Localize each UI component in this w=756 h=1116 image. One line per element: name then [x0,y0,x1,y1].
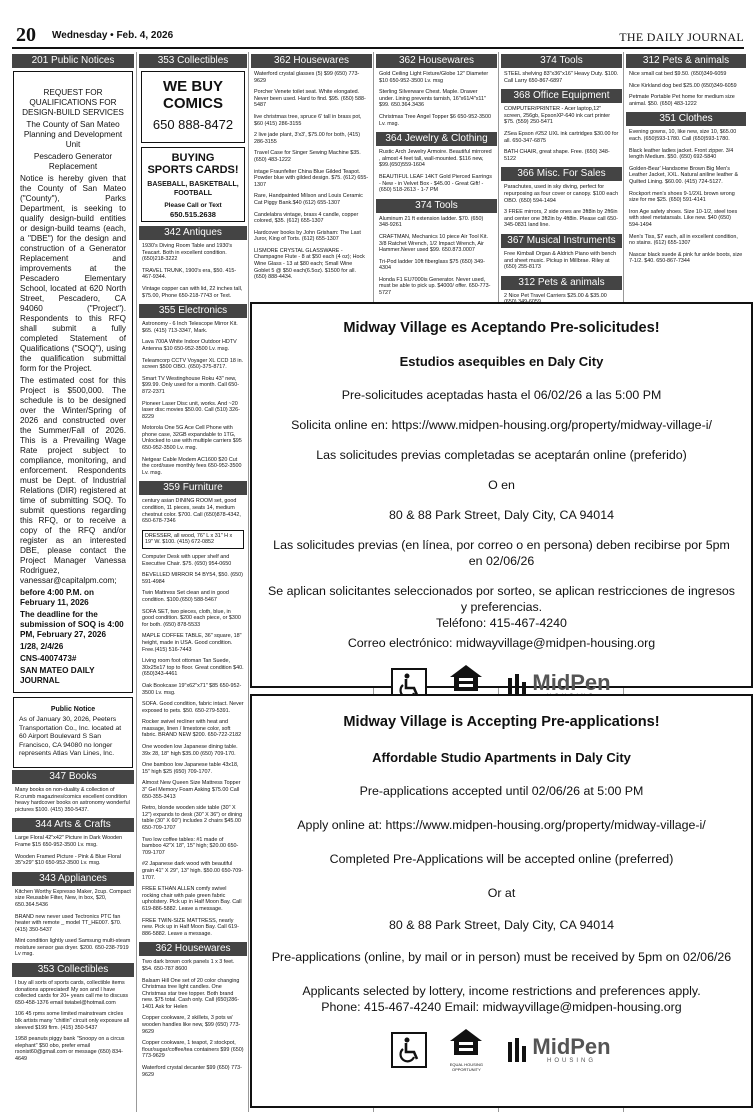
public-notice-title: Public Notice [50,706,96,713]
list-item: Two dark brown cork panels 1 x 3 feet. $54. 650-787 8600 [142,959,235,972]
list-item: Iron Age safety shoes. Size 10-1/2, steel toes with steel metatarsals. Like new. $40 (650) 594-1494 [629,208,738,228]
list-item: intage Fraunfelter China Blue Gilded Teapot. Powder blue with gilded design. $75. (612) 655-1307 [254,168,369,188]
ad-line: WE BUY [163,78,223,95]
list-item: FREE ETHAN ALLEN comfy swivel rocking chair with pale green fabric upholstery. Pick up in Half Moon Bay. Call 619-886-5882. Leave a message. [142,886,242,912]
sports-cards-ad [141,147,245,222]
list-item: Golden-Bear' Handsome Brown Big Men's Leather Jacket, XXL. Natural aniline leather & Quilted Lining. $60.00. (415) 724-5127. [629,165,739,185]
list-item: Balsam Hill One set of 20 color changing Christmas tree light candles. One Christmas star tree topper. Both brand new. $75 total. Cash only. Call (650)286-1401 Ask for Helen [142,977,240,1010]
accessibility-icon [392,1033,426,1067]
list-item: 3 FREE mirrors, 2 side ones are 3ft8in by 2ft6in and center one 3ft2in by 4ft8in. Please call 650-345-0831 land line. [504,209,618,229]
ad-line: Completed Pre-Applications will be accepted online (preferred) [329,852,674,866]
list-item: Waterford crystal decanter $99 (650) 773-9629 [142,1065,242,1078]
section-heading-353: 353 Collectibles [12,963,134,977]
section-heading-343: 343 Appliances [12,872,134,886]
list-item: century asian DINING ROOM set, good condition, 11 pieces, seats 14, medium chestnut color. $700. Call (650)878-4342, 650-678-7346 [142,498,241,525]
rfq-deadline-1: before 4:00 P.M. on February 11, 2026 [20,588,95,607]
ad-line: Or at [487,886,516,900]
section-heading-344: 344 Arts & Crafts [12,818,134,832]
ad-phone: 650 888-8472 [152,117,234,132]
ad-phone: 650.515.2638 [170,210,216,219]
list-item: Mint condition lightly used Samsung multi-steam moisture sensor gas dryer. $200. 650-238-7919 Lv msg. [15,938,131,958]
ad-address: 80 & 88 Park Street, Daly City, CA 94014 [389,918,614,932]
ad-line: Pre-solicitudes aceptadas hasta el 06/02/26 a las 5:00 PM [341,388,662,402]
list-item: I buy all sorts of sports cards, collectible items donations appreciated! My son and I have collected cards for 20+ years call me to discuss 650-458-1376 email twiabel@hotmail.com [15,980,129,1006]
midpen-name: MidPen [532,669,611,695]
list-item: Aluminum 21 ft extension ladder. $70. (650) 348-9261 [379,215,484,229]
list-item: Gold Ceiling Light Fixture/Globe 12" Diameter $10 650-952-3500 Lv. msg [379,71,489,84]
ad-title: Midway Village is Accepting Pre-applications! [343,714,660,730]
column-collectibles [139,52,247,1112]
ad-line: SPORTS CARDS! [147,164,239,176]
equal-housing-text: EQUAL HOUSING [449,1062,483,1067]
list-item: Wooden Framed Picture - Pink & Blue Floral 35"x29" $10 650-952-3500 Lv. msg. [15,853,121,867]
equal-housing-logo [446,1027,486,1072]
rfq-deadline-2: The deadline for the submission of SOQ is 4:00 PM, February 27, 2026 [20,610,124,639]
ad-email: Correo electrónico: midwayvillage@midpen-housing.org [347,636,656,650]
list-item: MAPLE COFFEE TABLE, 36" square, 18" height, made in USA. Good condition. Free.(415) 516-7443 [142,633,242,653]
list-item: Nice small cat bed $9.50. (650)349-6059 [629,71,727,77]
list-item: #2 Japanese dark wood with beautiful grain 41" X 29", 13" high. $50.00 650-709-1707. [142,861,244,881]
list-item: Christmas Tree Angel Topper $6 650-952-3500 Lv. msg. [379,113,491,127]
section-heading-201: 201 Public Notices [12,54,134,68]
public-notice-body: As of January 30, 2026, Peeters Transportation Co., Inc. located at 60 Airport Boulevard S San Francisco, CA 94080 no longer represents Atlas Van Lines, Inc. [19,716,122,758]
section-heading-374: 374 Tools [376,199,497,213]
section-heading-367: 367 Musical Instruments [501,234,622,248]
list-item: Tri-Pod ladder 10ft fiberglass $75 (650) 349-4304 [379,258,485,272]
column-public-notices [12,52,134,1112]
page-number: 20 [16,24,36,46]
list-item: Oak Bookcase 19"x62"x71" $85 650-952-3500 Lv. msg. [142,682,242,696]
section-heading-362b: 362 Housewares [139,942,247,956]
list-item: Nascar black suede & pink fur ankle boots, size 7-1/2. $40. 650-867-7344 [629,251,743,265]
section-heading-374b: 374 Tools [501,54,622,68]
logo-row [252,1027,751,1072]
ad-phone: Teléfono: 415-467-4240 [436,616,567,630]
list-item: 1930's Diving Room Table and 1930's Teacart. Both in excellent condition. (650)218-3222 [142,243,233,263]
list-item: BRAND new never used Tectronics PTC fan heater with remote _ model TT_HE007. $70. (415) 350-5437 [15,913,122,933]
rfq-journal: SAN MATEO DAILY JOURNAL [20,666,95,685]
list-item: Free Kimball Organ & Aldrich Piano with bench and sheet music. Pickup in Millbrae. Riley at (650) 255-8173 [504,250,617,271]
list-item: 106 45 rpms some limited mainstream circles blk artists many "chitlin" circuit only exposure all sleeved $199 firm. (415) 350-5437 [15,1011,130,1031]
column-tools [501,52,622,300]
public-notice-box [13,697,133,768]
ad-address: 80 & 88 Park Street, Daly City, CA 94014 [389,508,614,522]
list-item: Vintage copper can with lid, 22 inches tall, $75.00, Phone 650-218-7743 or Text. [142,285,243,299]
list-item: Pioneer Laser Disc unit, works. And ~20 laser disc movies $50.00. Call (510) 326-8229 [142,400,240,420]
ad-line: Pre-applications (online, by mail or in person) must be received by 5pm on 02/06/26 [271,950,732,964]
newspaper-name: THE DAILY JOURNAL [619,30,744,44]
list-item: Porcher Venete toilet seat. White elongated. Never been used. Hard to find. $95. (650) 588-5487 [254,89,366,109]
list-item: Astronomy - 6 Inch Telescope Mirror Kit. $65. (415) 713-3347, Mark. [142,321,238,334]
list-item: Computer Desk with upper shelf and Executive Chair. $75. (650) 954-0650 [142,554,232,567]
list-item: Sterling Silverware Chest. Maple. Drawer under. Lining prevents tarnish, 16"x61/4"x11" $99. 650.364.3436 [379,89,486,109]
section-heading-368: 368 Office Equipment [501,89,622,103]
list-item: Waterford crystal glasses (5) $99 (650) 773-9629 [254,71,360,84]
ad-line: Apply online at: https://www.midpen-housing.org/property/midway-village-i/ [297,818,706,832]
list-item: Netgear Cable Modem AC1600 $20 Cut the cord/save monthly fees 650-952-3500 Lv. msg. [142,456,242,476]
equal-housing-icon [446,1027,486,1057]
issue-date: Wednesday • Feb. 4, 2026 [52,30,174,41]
rfq-project: Pescadero Generator Replacement [33,152,113,171]
page-header [0,0,756,48]
midpen-logo [506,1033,611,1064]
list-item: Petmate Portable Pet home for medium size animal. $50. (650) 483-1222 [629,94,735,107]
section-heading-359: 359 Furniture [139,481,247,495]
list-item: 2 Nice Pet Travel Carriers $25.00 & $35.00 [504,292,607,299]
rfq-notice [13,71,133,693]
ad-line: Solicita online en: https://www.midpen-housing.org/property/midway-village-i/ [291,418,712,432]
list-item: Two low coffee tables: #1 made of bamboo 42"X 18", 15" high; $20.00 650-709-1707 [142,836,239,856]
ad-line: Se aplican solicitantes seleccionados por sorteo, se aplican restricciones de ingresos y preferencias. [268,584,735,614]
rfq-cns: CNS-4007473# [20,654,77,663]
list-item: Many books on non-duality & collection of R.crumb magazines/comics excellent condition heavy hardcover books on astronomy wonderful pictures $100. (415) 350-5437. [15,786,130,813]
section-heading-312: 312 Pets & animals [501,276,622,290]
list-item: FREE TWIN-SIZE MATTRESS, nearly new. Pick up in Half Moon Bay. Call 619-886-5882. Leave a message. [142,917,239,937]
list-item: BEAUTIFUL LEAF 14KT Gold Pierced Earrings - New - in Velvet Box - $45.00 - Great Gift! - (650) 518-2613 - 1-7 PM [379,173,492,194]
ad-line: Las solicitudes previas (en línea, por correo o en persona) deben recibirse por 5pm en 02/06/26 [273,538,730,568]
ad-line: Please Call or Text [164,202,222,209]
section-heading-366: 366 Misc. For Sales [501,167,622,181]
list-item: Kitchen Worthy Expresso Maker, 2cup. Compact size Reusable Filter, New, in box, $20, 650.364.5436 [15,888,131,908]
list-item: Black leather ladies jacket. Front zipper. 3/4 length Medium. $50. (650) 692-5840 [629,147,734,161]
section-heading-362c: 362 Housewares [376,54,497,68]
list-item: Living room foot ottoman Tan Suede, 30x25x17 top to floor. Great condition $40. (650)343-4461 [142,658,244,678]
list-item: Copper cookware, 1 teapot, 2 stockpot, flour/sugar/coffee/tea containers $99 (650) 773-9629 [142,1040,244,1060]
ad-line: BUYING [171,152,215,164]
list-item: Rocker swivel recliner with heat and massage, linen / limestone color, soft fabric. BRAND NEW $200. 650-722-2182 [142,719,242,739]
section-heading-364: 364 Jewelry & Clothing [376,132,497,146]
list-item: Almost New Queen Size Mattress Topper 3" Gel Memory Foam Asking $75.00 Call 650-355-3413 [142,780,241,800]
list-item: Rockport men's shoes 9-1/2XL brown wrong size for me $25. (650) 591-4141 [629,190,735,204]
ad-line: O en [488,478,515,492]
list-item: Honda F1 EU7000is Generator. Never used, must be able to pick up. $4000/ offer. 650-773-5727 [379,276,491,297]
section-heading-347: 347 Books [12,770,134,784]
list-item: Lava 700A White Indoor Outdoor HDTV Antenna $10 650-952-3500 Lv. msg. [142,339,237,352]
list-item: ZSea Epson #252 UXL ink cartridges $30.00 for all. 650-347-6875 [504,130,619,144]
section-heading-342: 342 Antiques [139,226,247,240]
list-item: 2 live jade plant, 3'x3', $75.00 for both, (415) 286-3155 [254,132,361,145]
section-heading-351: 351 Clothes [626,112,746,126]
ad-line: BASEBALL, BASKETBALL, FOOTBALL [147,181,239,197]
column-divider [136,52,137,1112]
list-item: COMPUTER/PRINTER - Acer laptop,12" screen, 256gb, EpsonXP-640 ink cart printer $75. (559) 250-5471 [504,106,611,126]
list-item: live christmas tree, spruce 6' tall in brass pot, $60 (415) 286-3155 [254,113,362,127]
column-housewares-2 [376,52,497,300]
column-divider [248,52,249,1112]
list-item: Rustic Arch Jewelry Armoire. Beautiful mirrored , almost 4 feet tall, wall-mounted. $116 new, $99.(650)559-1604 [379,149,492,169]
list-item: Candelabra vintage, brass 4 candle, copper colored, $35. (612) 655-1307 [254,211,359,225]
midway-spanish-ad [250,302,753,695]
list-item: Large Floral 42"x42" Picture in Dark Wooden Frame $15 650-952-3500 Lv. msg. [15,835,123,848]
list-item: Parachutes, used in sky diving, perfect for repurposing as four cover or canopy. $100 each OBO. (650) 594-1494 [504,184,619,204]
list-item: Hardcover books by John Grisham: The Last Juror, King of Torts. (612) 655-1307 [254,229,361,243]
list-item: Rare, Handpainted Milson and Louis Ceramic Cat Piggy Bank.$40 (612) 655-1307 [254,193,363,206]
midpen-name: MidPen [532,1033,611,1059]
column-pets-clothes [626,52,746,300]
list-item: SOFA SET, two pieces, cloth, blue, in good condition. $200 each piece, or $300 for both. (650) 878-5533 [142,608,241,628]
equal-housing-icon [446,663,486,693]
list-item: TRAVEL TRUNK, 1900's era, $50. 415-467-9344. [142,267,237,281]
ad-line: COMICS [163,95,223,112]
list-item: Travel Case for Singer Sewing Machine $35. (650) 483-1222 [254,150,361,163]
list-item: Copper cookware, 2 skillets, 3 pots w/ wooden handles like new, $99 (650) 773-9629 [142,1015,241,1035]
rfq-body-2: The estimated cost for this Project is $500,000. The schedule is to be designed over the Winter/Spring of 2026 and constructed over the Summer/Fall of 2026. This is a Prevailing Wage Rate project subject to compliance, monitoring, and enforcement. Respondents must be Dept. of Industrial Relations (DIR) registered at time of submitting SOQ. To submit questions regarding this RFQ, or to receive a copy of the RFQ and/or register as an interested DBE, please contact the Project Manager Vanessa Rodriguez, vanessar@capitalpm.com; [20,376,126,585]
section-heading-355: 355 Electronics [139,304,247,318]
ad-title: Midway Village es Aceptando Pre-solicitudes! [343,320,660,336]
list-item: Retro, blonde wooden side table (30" X 12") expands to desk (30" X 36") or dining table (30" X 60") includes 2 chairs $45.00 650-709-1707 [142,805,243,831]
list-item: Motorola One 5G Ace Cell Phone with phone case, 32GB expandable to 1TG, Unlocked to use with multiple carriers $95 650-952-3500 Lv. msg. [142,425,242,452]
list-item: LISMORE CRYSTAL GLASSWARE - Champagne Flute - 8 at $50 each (4 oz); Hock Wine Glass - 13 at $80 each; Small Wine Goblet 5 @ $50 each(6.5oz). $1500 for all. (650) 888-4434. [254,247,365,281]
section-heading-362: 362 Housewares [251,54,372,68]
list-item: Smart TV Westinghouse Roku 43" new, $99.99. Only used for a month. Call 650-872-2371 [142,375,240,395]
header-rule [12,47,744,49]
ad-subtitle: Estudios asequibles en Daly City [399,354,604,369]
list-item: SOFA. Good condition, fabric intact. Never exposed to pets. $50. 650-279-5391. [142,701,244,714]
list-item: CRAFTMAN, Mechanics 10 piece Air Tool Kit. 3/8 Ratchet Wrench, 1/2 Impact Wrench, Air Hammer.Never used $99. 650.873.0007 [379,233,488,254]
midway-english-ad [250,694,753,1108]
list-item: BEVELLED MIRROR 54 BY54, $50. (650) 591-4984 [142,572,243,585]
list-item: Nice Kirkland dog bed $25.00 (650)349-6059 [629,82,737,89]
midpen-building-icon [506,1036,528,1064]
list-item: One wooden low Japanese dining table. 39x 28, 18" high $35.00 (650) 709-170. [142,744,238,757]
list-item: DRESSER, all wood, 76" L x 31" H x 19" W. $100. (415) 672-0852 [142,530,244,549]
rfq-title: REQUEST FOR QUALIFICATIONS FOR DESIGN-BUILD SERVICES [22,88,124,117]
section-heading-312b: 312 Pets & animals [626,54,746,68]
list-item: BATH CHAIR, great shape. Free. (650) 348-5122 [504,149,610,162]
ad-contact: Phone: 415-467-4240 Email: midwayvillage@midpen-housing.org [321,1000,682,1014]
list-item: Men's Tiss, $7 each, all in excellent condition, no stains. (612) 655-1307 [629,233,738,247]
ad-line: Pre-applications accepted until 02/06/26 at 5:00 PM [359,784,644,798]
we-buy-comics-ad [141,71,245,143]
list-item: 1958 peanuts piggy bank "Snoopy on a circus elephant" $50 obo, prefer email rsonist60@gmail.com or message (650) 834-4649 [15,1036,125,1062]
midpen-housing: HOUSING [546,1057,596,1064]
ad-line: Applicants selected by lottery, income restrictions and preferences apply. [302,984,701,998]
list-item: STEEL shelving 83"x36"x16" Heavy Duty. $100. Call Larry 650-867-6897 [504,71,619,84]
list-item: Teleamcorp CCTV Voyager XL CCD 18 in. screen $500 OBO. (650)-375-8717. [142,357,244,371]
list-item: Twin Mattress Set clean and in good condition. $100.(650) 588-5467 [142,590,229,603]
list-item: One bamboo low Japanese table 43x18, 15" high $25 (650) 709-1707. [142,762,239,775]
rfq-body-1: Notice is hereby given that the County of San Mateo ("County"), Parks Department, is seeking to qualify design-build entities or design-build teams (each, a "DBE") for the design and construction of a Generator Replacement and improvements at the Pescadero Elementary School, located at 620 North Street, Pescadero, CA 94060 ("Project"). Respondents to this RFQ shall submit a fully completed Statement of Qualifications ("SOQ"), using the qualification submittal form for the Project. [20,174,126,373]
rfq-pub-dates: 1/28, 2/4/26 [20,642,64,651]
column-housewares-1 [251,52,372,300]
rfq-org: The County of San Mateo Planning and Development Unit [23,120,123,149]
section-heading-353b: 353 Collectibles [139,54,247,68]
ad-line: Las solicitudes previas completadas se aceptarán online (preferido) [316,448,687,462]
ad-subtitle: Affordable Studio Apartments in Daly City [372,750,631,765]
equal-housing-text: OPPORTUNITY [451,1067,481,1072]
list-item: Evening gowns, 10, like new, size 10, $65.00 each. (650)593-1780. Call (650)593-1780. [629,129,737,142]
